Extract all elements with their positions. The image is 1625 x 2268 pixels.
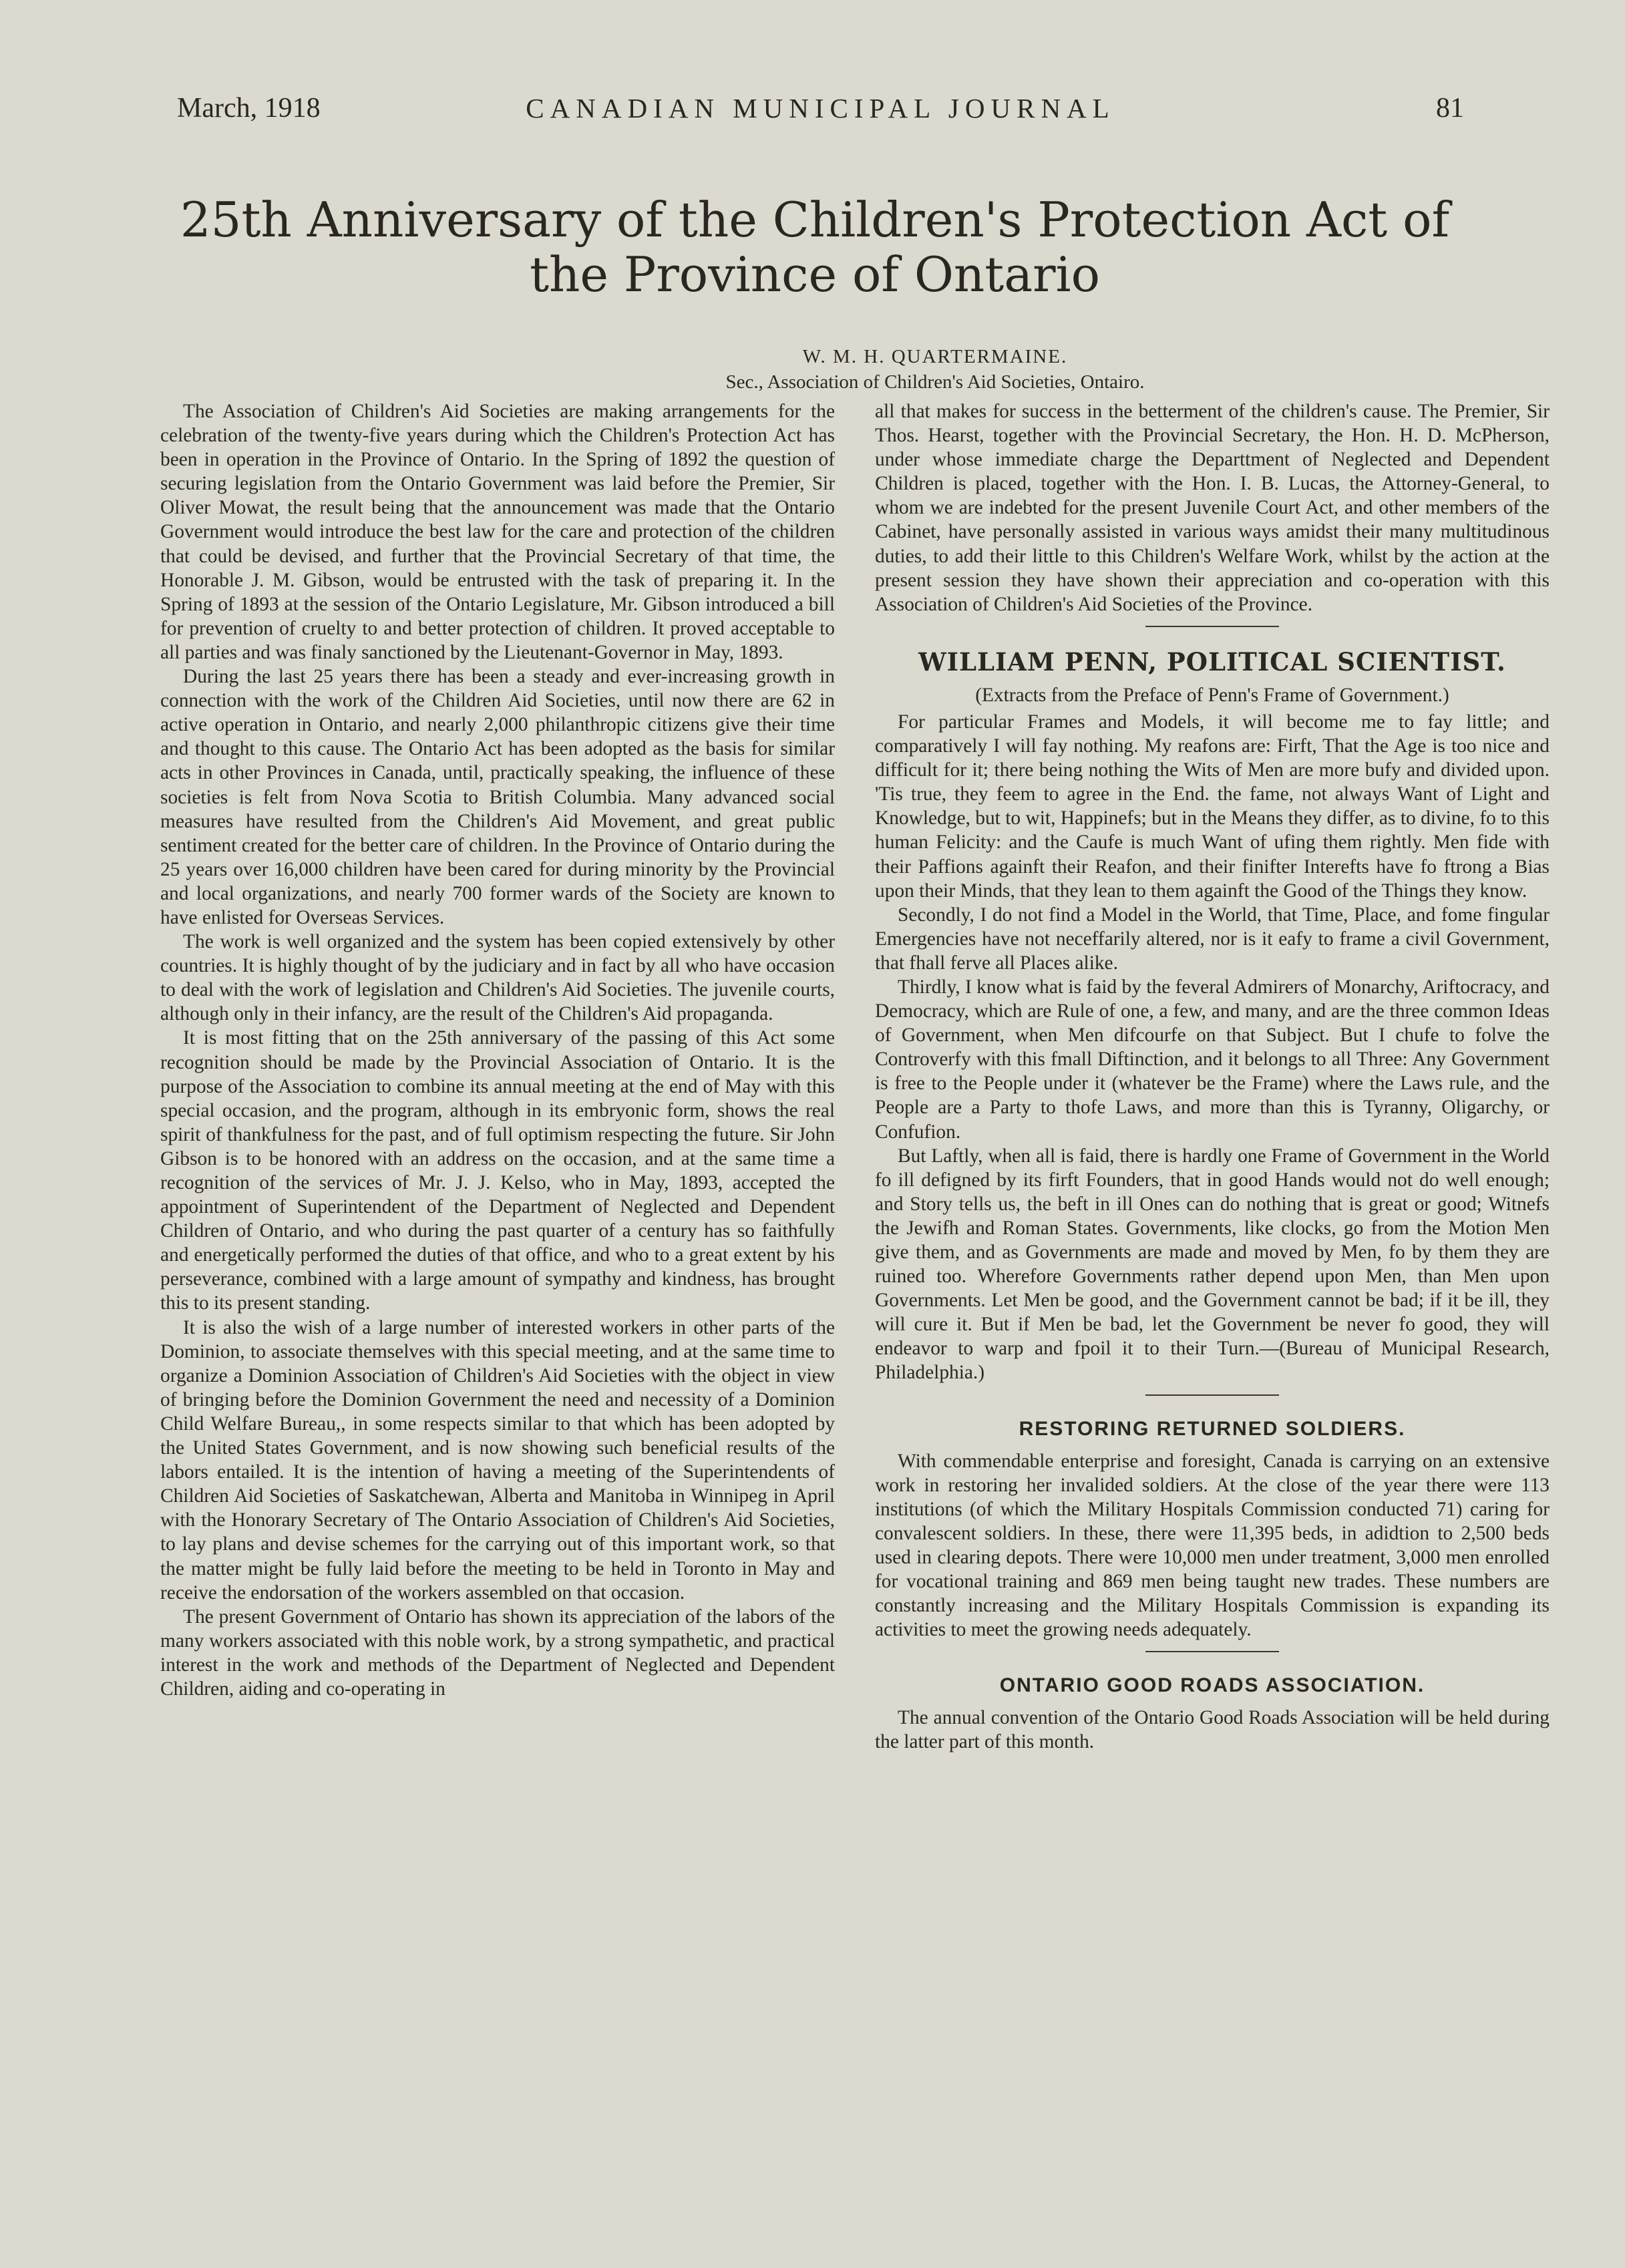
penn-paragraph: Secondly, I do not find a Model in the World, that Time, Place, and fome fingular Emergencies have not neceffarily altered, nor is it eafy to frame a civil Government, that fhall ferve all Places alike. (875, 904, 1550, 974)
penn-heading: WILLIAM PENN, POLITICAL SCIENTIST. (918, 646, 1506, 677)
penn-paragraph: For particular Frames and Models, it will become me to fay little; and comparatively I will fay nothing. My reafons are: Firft, That the Age is too nice and difficult for it; there being nothing the Wits of Men are more bufy and divided upon. 'Tis true, they feem to agree in the End. the fame, not always Want of Light and Knowledge, but to wit, Happinefs; but in the Means they differ, as to divine, fo to this human Felicity: and the Caufe is much Want of ufing them rightly. Men fide with their Paffions againft their Reafon, and their finifter Interefts have fo ftrong a Bias upon their Minds, that they lean to them againft the Good of the Things they know. (875, 711, 1550, 902)
penn-paragraph: Thirdly, I know what is faid by the feveral Admirers of Monarchy, Ariftocracy, and Democracy, which are Rule of one, a few, and many, and are the three common Ideas of Government, when Men difcourfe on that Subject. But I chufe to folve the Controverfy with this fmall Diftinction, and it belongs to all Three: Any Government is free to the People under it (whatever be the Frame) where the Laws rule, and the People are a Party to thofe Laws, and more than this is Tyranny, Oligarchy, or Confufion. (875, 976, 1550, 1143)
byline (468, 344, 1403, 395)
article-continuation: all that makes for success in the betterment of the children's cause. The Premier, Sir Thos. Hearst, together with the Provincial Secretary, the Hon. H. D. McPherson, under whose immediate charge the Departtment of Neglected and Dependent Children is placed, together with the Hon. I. B. Lucas, the Attorney-General, to whom we are indebted for the present Juvenile Court Act, and other members of the Cabinet, have personally assisted in various ways amidst their many multitudinous duties, to add their little to this Children's Welfare Work, whilst by the action at the present session they have shown their appreciation and co-operation with this Association of Children's Aid Societies of the Province. (875, 401, 1550, 615)
article-paragraph: The work is well organized and the system has been copied extensively by other countries. It is highly thought of by the judiciary and in fact by all who have occasion to deal with the work of legislation and Children's Aid Societies. The juvenile courts, although only in their infancy, are the result of the Children's Aid propaganda. (160, 931, 835, 1025)
penn-subheading: (Extracts from the Preface of Penn's Frame of Government.) (975, 684, 1449, 706)
roads-paragraph: The annual convention of the Ontario Good Roads Association will be held during the latter part of this month. (875, 1707, 1550, 1753)
article-paragraph: During the last 25 years there has been a steady and ever-increasing growth in connection with the work of the Children Aid Societies, until now there are 62 in active operation in Ontario, and nearly 2,000 philanthropic citizens give their time and thought to this cause. The Ontario Act has been adopted as the basis for similar acts in other Provinces in Canada, until, practically speaking, the influence of these societies is felt from Nova Scotia to British Columbia. Many advanced social measures have resulted from the Children's Aid Movement, and great public sentiment created for the better care of children. In the Province of Ontario during the 25 years over 16,000 children have been cared for during minority by the Provincial and local organizations, and nearly 700 former wards of the Society are known to have enlisted for Overseas Services. (160, 666, 835, 928)
section-divider (1145, 1394, 1279, 1396)
article-paragraph: It is also the wish of a large number of interested workers in other parts of the Dominion, to associate themselves with this special meeting, and at the same time to organize a Dominion Association of Children's Aid Societies with the object in view of bringing before the Dominion Government the need and necessity of a Dominion Child Welfare Bureau,, in some respects similar to that which has been adopted by the United States Government, and is now showing such beneficial results of the labors entailed. It is the intention of having a meeting of the Superintendents of Children Aid Societies of Saskatchewan, Alberta and Manitoba in Winnipeg in April with the Honorary Secretary of The Ontario Association of Children's Aid Societies, to lay plans and devise schemes for the carrying out of this important work, so that the matter might be fully laid before the meeting to be held in Toronto in May and receive the endorsation of the workers assembled on that occasion. (160, 1316, 835, 1603)
right-column (875, 399, 1550, 1754)
running-head (177, 92, 1464, 132)
soldiers-paragraph: With commendable enterprise and foresight, Canada is carrying on an extensive work in restoring her invalided soldiers. At the close of the year there were 113 institutions (of which the Military Hospitals Commission conducted 71) caring for convalescent soldiers. In these, there were 11,395 beds, in adidtion to 2,500 beds used in clearing depots. There were 10,000 men under treatment, 3,000 men enrolled for vocational training and 869 men being taught new trades. These numbers are constantly increasing and the Military Hospitals Commission is expanding its activities to meet the growing needs adequately. (875, 1450, 1550, 1641)
section-divider (1145, 1651, 1279, 1652)
article-title: 25th Anniversary of the Children's Protection Act of the Province of Ontario (180, 192, 1450, 303)
issue-date: March, 1918 (177, 93, 321, 124)
article-paragraph: The Association of Children's Aid Societies are making arrangements for the celebration of the twenty-five years during which the Children's Protection Act has been in operation in the Province of Ontario. In the Spring of 1892 the question of securing legislation from the Ontario Government was laid before the Premier, Sir Oliver Mowat, the result being that the announcement was made that the Ontario Government would introduce the best law for the care and protection of the children that could be devised, and further that the Provincial Secretary of that time, the Honorable J. M. Gibson, would be entrusted with the task of preparing it. In the Spring of 1893 at the session of the Ontario Legislature, Mr. Gibson introduced a bill for prevention of cruelty to and better protection of children. It proved acceptable to all parties and was finaly sanctioned by the Lieutenant-Governor in May, 1893. (160, 401, 835, 663)
page-number: 81 (1436, 93, 1464, 124)
roads-heading: ONTARIO GOOD ROADS ASSOCIATION. (999, 1674, 1425, 1697)
journal-name: CANADIAN MUNICIPAL JOURNAL (526, 93, 1115, 124)
article-author: W. M. H. QUARTERMAINE. (802, 346, 1068, 367)
article-affiliation: Sec., Association of Children's Aid Societies, Ontairo. (725, 371, 1145, 393)
soldiers-heading: RESTORING RETURNED SOLDIERS. (1019, 1417, 1406, 1440)
left-column (160, 399, 835, 1701)
section-divider (1145, 626, 1279, 627)
article-paragraph: It is most fitting that on the 25th anniversary of the passing of this Act some recognition should be made by the Provincial Association of Ontario. It is the purpose of the Association to combine its annual meeting at the end of May with this special occasion, and the program, although in its embryonic form, shows the real spirit of thankfulness for the past, and of full optimism respecting the future. Sir John Gibson is to be honored with an address on the occasion, and at the same time a recognition of the services of Mr. J. J. Kelso, who in May, 1893, accepted the appointment of Superintendent of the Department of Neglected and Dependent Children of Ontario, and who during the past quarter of a century has so faithfully and energetically performed the duties of that office, and who to a great extent by his perseverance, combined with a large amount of sympathy and kindness, has brought this to its present standing. (160, 1027, 835, 1314)
penn-paragraph: But Laftly, when all is faid, there is hardly one Frame of Government in the World fo ill defigned by its firft Founders, that in good Hands would not do well enough; and Story tells us, the beft in ill Ones can do nothing that is great or good; Witnefs the Jewifh and Roman States. Governments, like clocks, go from the Motion Men give them, and as Governments are made and moved by Men, fo by them they are ruined too. Wherefore Governments rather depend upon Men, than Men upon Governments. Let Men be good, and the Government cannot be bad; if it be ill, they will cure it. But if Men be bad, let the Government be never fo good, they will endeavor to warp and fpoil it to their Turn.—(Bureau of Municipal Research, Philadelphia.) (875, 1145, 1550, 1384)
article-paragraph: The present Government of Ontario has shown its appreciation of the labors of the many workers associated with this noble work, by a strong sympathetic, and practical interest in the work and methods of the Department of Neglected and Dependent Children, aiding and co-operating in (160, 1605, 835, 1700)
